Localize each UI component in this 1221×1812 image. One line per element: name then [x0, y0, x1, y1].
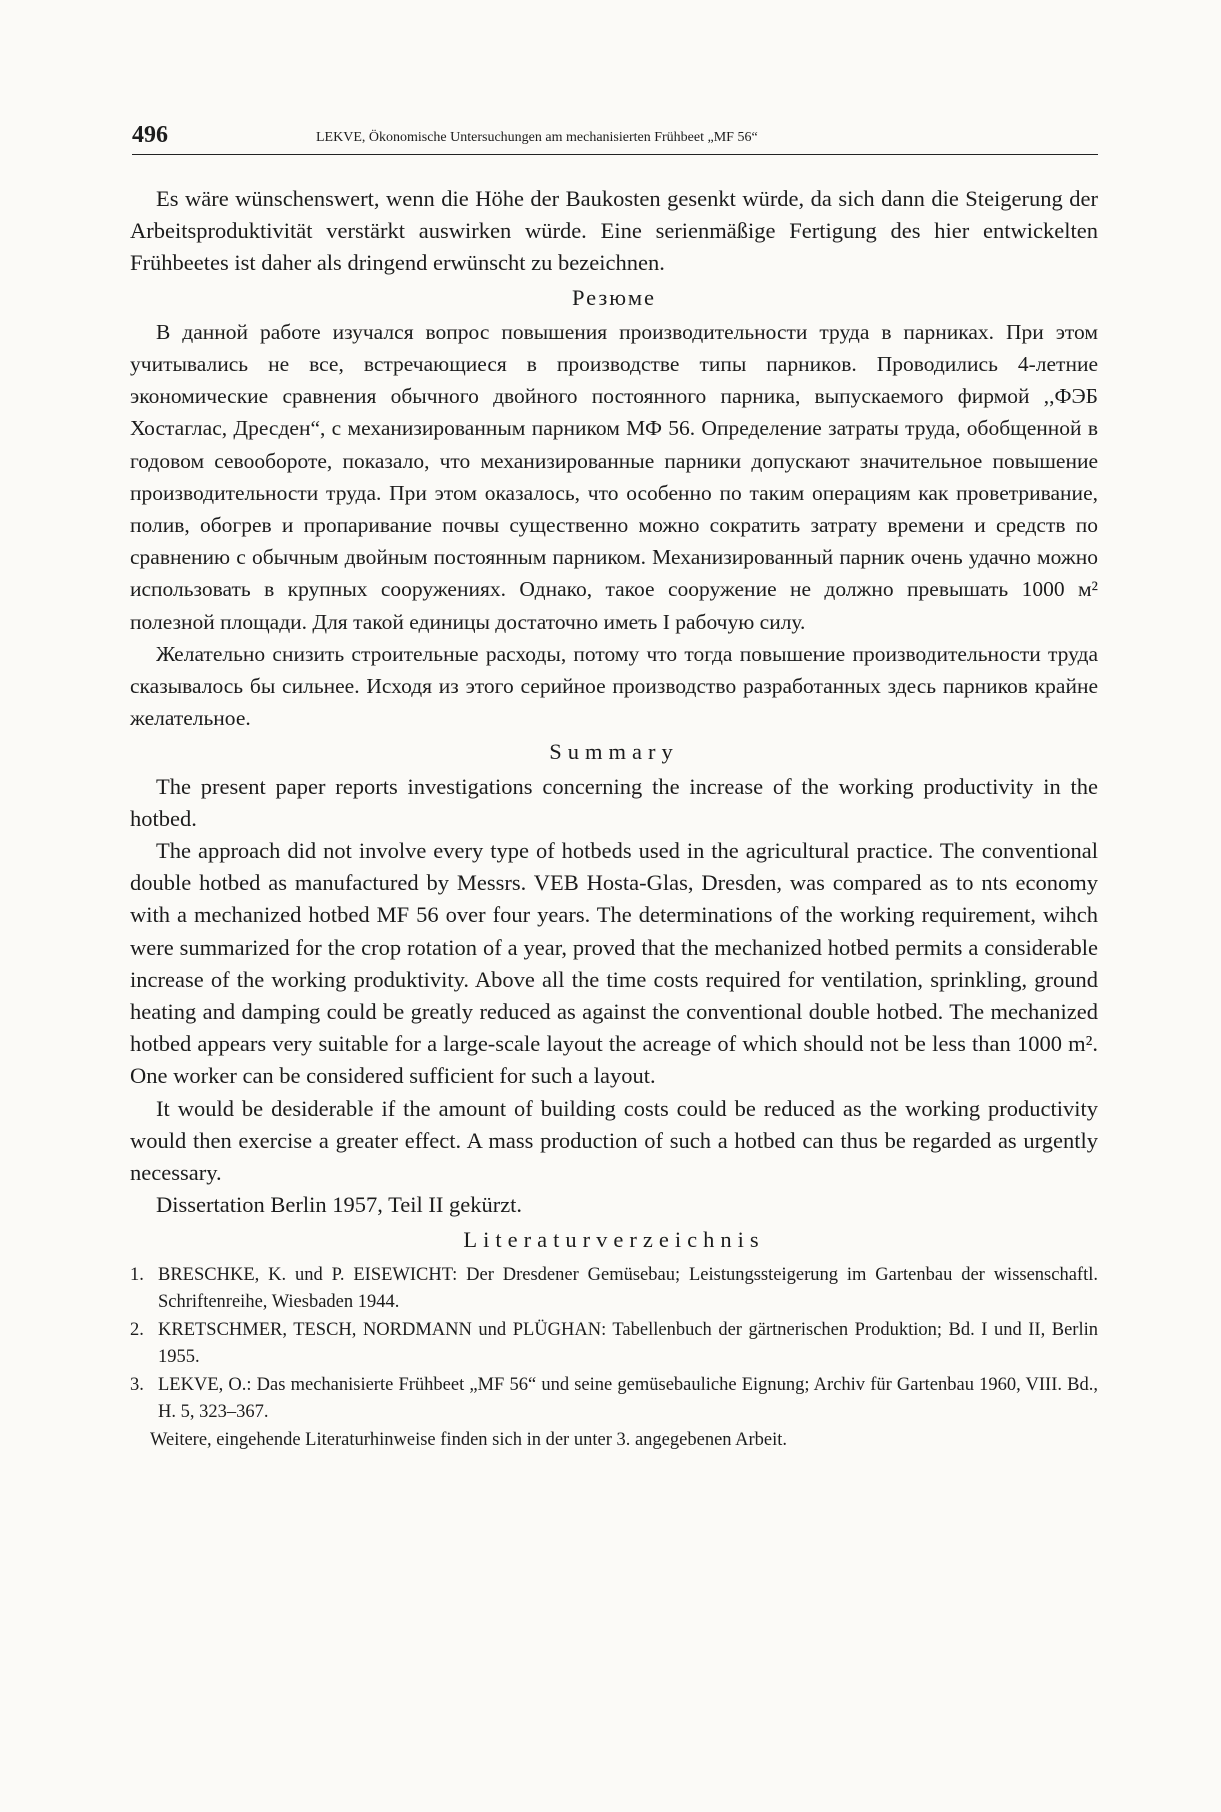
reference-list: [130, 1262, 1098, 1455]
resume-paragraph: Желательно снизить строительные расходы, потому что тогда повышение производительности труда сказывалось бы сильнее. Исходя из этого серийное производство разработанных здесь парников крайне желательное.: [130, 641, 1098, 731]
reference-number: 2.: [130, 1319, 144, 1340]
reference-number: 3.: [130, 1374, 144, 1395]
reference-item: [130, 1372, 1098, 1427]
reference-number: 1.: [130, 1264, 144, 1285]
reference-note: Weitere, eingehende Literaturhinweise finden sich in der unter 3. angegebenen Arbeit.: [150, 1429, 788, 1450]
reference-item: [130, 1317, 1098, 1372]
running-title: LEKVE, Ökonomische Untersuchungen am mechanisierten Frühbeet „MF 56“: [316, 130, 758, 145]
reference-item: [130, 1262, 1098, 1317]
summary-heading: Summary: [549, 739, 679, 765]
german-paragraph: Es wäre wünschenswert, wenn die Höhe der Baukosten gesenkt würde, da sich dann die Steigerung der Arbeitsproduktivität verstärkt auswirken würde. Eine serienmäßige Fertigung des hier entwickelten Frühbeetes ist daher als dringend erwünscht zu bezeichnen.: [130, 186, 1098, 276]
summary-paragraph: The approach did not involve every type of hotbeds used in the agricultural practice. The conventional double hotbed as manufactured by Messrs. VEB Hosta-Glas, Dresden, was compared as to nts economy with a mechanized hotbed MF 56 over four years. The determinations of the working requirement, wihch were summarized for the crop rotation of a year, proved that the mechanized hotbed permits a considerable increase of the working produktivity. Above all the time costs required for ventilation, sprinkling, ground heating and damping could be greatly reduced as against the conventional double hotbed. The mechanized hotbed appears very suitable for a large-scale layout the acreage of which should not be less than 1000 m². One worker can be considered sufficient for such a layout.: [130, 838, 1098, 1089]
page-header: [132, 122, 1098, 155]
reference-text: KRETSCHMER, TESCH, NORDMANN und PLÜGHAN: Tabellenbuch der gärtnerischen Produktion; Bd. I und II, Berlin 1955.: [158, 1319, 1098, 1368]
reference-text: LEKVE, O.: Das mechanisierte Frühbeet „MF 56“ und seine gemüsebauliche Eignung; Archiv für Gartenbau 1960, VIII. Bd., H. 5, 323–367.: [158, 1374, 1098, 1423]
resume-heading: Резюме: [571, 284, 657, 310]
summary-paragraph: The present paper reports investigations concerning the increase of the working productivity in the hotbed.: [130, 773, 1098, 831]
resume-paragraph: В данной работе изучался вопрос повышения производительности труда в парниках. При этом учитывались не все, встречающиеся в производстве типы парников. Проводились 4-летние экономические сравнения обычного двойного постоянного парника, выпускаемого фирмой ,,ФЭБ Хостаглас, Дресден“, с механизированным парником МФ 56. Определение затраты труда, обобщенной в годовом севообороте, показало, что механизированные парники допускают значительное повышение производительности труда. При этом оказалось, что особенно по таким операциям как проветривание, полив, обогрев и пропаривание почвы существенно можно сократить затрату времени и средств по сравнению с обычным двойным постоянным парником. Механизированный парник очень удачно можно использовать в крупных сооружениях. Однако, такое сооружение не должно превышать 1000 м² полезной площади. Для такой единицы достаточно иметь I рабочую силу.: [130, 319, 1098, 634]
page-number: 496: [132, 122, 168, 148]
reference-text: BRESCHKE, K. und P. EISEWICHT: Der Dresdener Gemüsebau; Leistungssteigerung im Gartenbau der wissenschaftl. Schriftenreihe, Wiesbaden 1944.: [158, 1264, 1098, 1313]
summary-paragraph: It would be desiderable if the amount of building costs could be reduced as the working productivity would then exercise a greater effect. A mass production of such a hotbed can thus be regarded as urgently necessary.: [130, 1095, 1098, 1186]
dissertation-note: Dissertation Berlin 1957, Teil II gekürzt.: [156, 1192, 523, 1218]
literature-heading: Literaturverzeichnis: [463, 1226, 765, 1252]
article-body: [130, 183, 1098, 1454]
